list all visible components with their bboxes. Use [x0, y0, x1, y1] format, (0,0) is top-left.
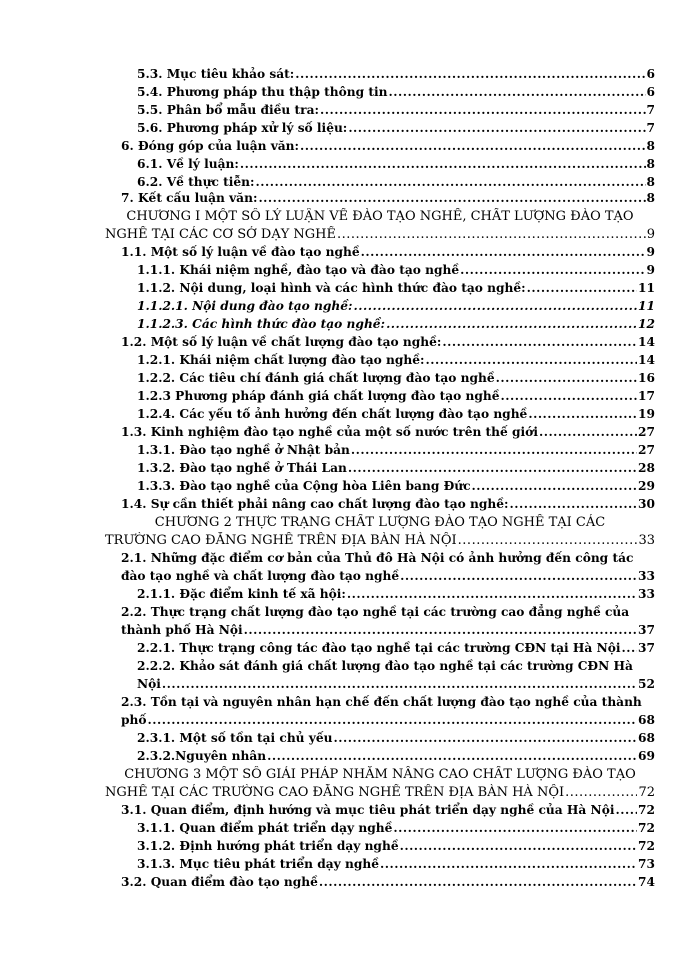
toc-page: 72 [638, 821, 655, 835]
toc-page: 69 [638, 749, 655, 763]
toc-leader [472, 478, 638, 495]
toc-leader [348, 120, 645, 137]
toc-leader [496, 370, 637, 387]
toc-entry [121, 244, 655, 261]
toc-text: 2.2.2. Khảo sát đánh giá chất lượng đào tạo nghề tại các trường CĐN Hà [137, 659, 633, 673]
toc-entry [121, 334, 655, 351]
toc-text: 5.6. Phương pháp xử lý số liệu: [137, 121, 348, 135]
toc-leader [351, 442, 637, 459]
toc-text: 5.4. Phương pháp thu thập thông tin [137, 85, 388, 99]
toc-page: 29 [638, 479, 655, 493]
toc-entry [137, 352, 655, 369]
toc-text: 1.2.4. Các yếu tố ảnh hưởng đến chất lượng đào tạo nghề [137, 407, 528, 421]
toc-leader [347, 586, 637, 603]
toc-entry [137, 640, 655, 657]
toc-entry [137, 66, 655, 83]
toc-page: 14 [638, 335, 655, 349]
toc-text: phố [121, 713, 147, 727]
toc-entry [137, 586, 655, 603]
toc-page: 27 [638, 443, 655, 457]
toc-leader [442, 334, 637, 351]
toc-leader [400, 838, 637, 855]
toc-leader [621, 640, 637, 657]
toc-page: 72 [638, 839, 655, 853]
toc-text: 1.2.1. Khái niệm chất lượng đào tạo nghề: [137, 353, 425, 367]
toc-page: 73 [638, 857, 655, 871]
chapter-heading [105, 784, 655, 801]
toc-leader [458, 532, 638, 549]
toc-text: 1.1.2. Nội dung, loại hình và các hình thức đào tạo nghề: [137, 281, 526, 295]
toc-page: 37 [638, 623, 655, 637]
toc-text: 7. Kết cấu luận văn: [121, 191, 258, 205]
toc-page: 7 [646, 103, 655, 117]
toc-text: Nội [137, 677, 161, 691]
toc-page: 8 [646, 139, 655, 153]
toc-text: 2.1.1. Đặc điểm kinh tế xã hội: [137, 587, 346, 601]
chapter-heading [105, 514, 655, 531]
toc-entry [137, 460, 655, 477]
toc-entry [121, 802, 655, 819]
toc-page: 68 [638, 713, 655, 727]
toc-leader [267, 748, 637, 765]
toc-leader [527, 280, 637, 297]
toc-text: 3.1.2. Định hướng phát triển dạy nghề [137, 839, 399, 853]
toc-entry [137, 388, 655, 405]
toc-text: 6. Đóng góp của luận văn: [121, 139, 300, 153]
toc-text: NGHỀ TẠI CÁC CƠ SỞ DẠY NGHỀ [105, 227, 337, 242]
toc-entry [137, 174, 655, 191]
toc-text: 6.1. Về lý luận: [137, 157, 239, 171]
toc-page: 7 [646, 121, 655, 135]
toc-leader [501, 388, 638, 405]
toc-page: 6 [646, 85, 655, 99]
toc-leader [258, 190, 645, 207]
toc-leader [256, 174, 646, 191]
toc-text: 6.2. Về thực tiễn: [137, 175, 255, 189]
toc-entry [121, 604, 655, 621]
toc-leader [319, 874, 637, 891]
toc-text: 1.2.3 Phương pháp đánh giá chất lượng đào tạo nghề [137, 389, 500, 403]
toc-entry [137, 676, 655, 693]
chapter-heading [105, 226, 655, 243]
toc-page: 72 [638, 785, 655, 800]
toc-page: 9 [646, 227, 655, 242]
toc-text: 3.1.3. Mục tiêu phát triển dạy nghề [137, 857, 379, 871]
toc-entry [137, 84, 655, 101]
toc-text: 1.3.3. Đào tạo nghề của Cộng hòa Liên bang Đức [137, 479, 471, 493]
toc-entry [137, 262, 655, 279]
toc-leader [162, 676, 637, 693]
toc-page: 52 [638, 677, 655, 691]
toc-text: 1.3. Kinh nghiệm đào tạo nghề của một số nước trên thế giới [121, 425, 538, 439]
toc-text: 1.4. Sự cần thiết phải nâng cao chất lượng đào tạo nghề: [121, 497, 509, 511]
toc-leader [333, 730, 637, 747]
toc-page: 28 [638, 461, 655, 475]
toc-leader [353, 298, 637, 315]
toc-entry [137, 370, 655, 387]
toc-leader [244, 622, 637, 639]
toc-text: 3.1. Quan điểm, định hướng và mục tiêu phát triển dạy nghề của Hà Nội [121, 803, 615, 817]
toc-text: 1.1.1. Khái niệm nghề, đào tạo và đào tạo nghề [137, 263, 460, 277]
toc-page: 17 [638, 389, 655, 403]
toc-entry [137, 748, 655, 765]
toc-leader [300, 138, 645, 155]
toc-page: 9 [646, 263, 655, 277]
toc-page: 33 [638, 587, 655, 601]
toc-page: 12 [638, 317, 655, 331]
toc-entry [121, 712, 655, 729]
toc-text: 1.2.2. Các tiêu chí đánh giá chất lượng đào tạo nghề [137, 371, 495, 385]
toc-page: 8 [646, 191, 655, 205]
toc-text: 2.1. Những đặc điểm cơ bản của Thủ đô Hà Nội có ảnh hưởng đến công tác [121, 551, 634, 565]
toc-leader [509, 496, 637, 513]
toc-leader [389, 84, 646, 101]
toc-page: 33 [638, 533, 655, 548]
toc-entry [121, 190, 655, 207]
toc-entry [121, 874, 655, 891]
toc-text: 2.3. Tồn tại và nguyên nhân hạn chế đến chất lượng đào tạo nghề của thành [121, 695, 642, 709]
toc-text: 1.1.2.3. Các hình thức đào tạo nghề: [137, 317, 386, 331]
toc-entry [137, 280, 655, 297]
toc-text: 2.3.2.Nguyên nhân [137, 749, 267, 763]
toc-leader [295, 66, 645, 83]
toc-entry [137, 838, 655, 855]
toc-entry [137, 658, 655, 675]
toc-page: 14 [638, 353, 655, 367]
toc-text: 1.2. Một số lý luận về chất lượng đào tạo nghề: [121, 335, 442, 349]
toc-page: 74 [638, 875, 655, 889]
toc-page: 8 [646, 157, 655, 171]
toc-leader [528, 406, 637, 423]
toc-page: 30 [638, 497, 655, 511]
toc-leader [380, 856, 637, 873]
toc-leader [565, 784, 637, 801]
toc-leader [386, 316, 637, 333]
toc-text: 2.2.1. Thực trạng công tác đào tạo nghề tại các trường CĐN tại Hà Nội [137, 641, 621, 655]
toc-leader [348, 460, 637, 477]
toc-text: 1.1.2.1. Nội dung đào tạo nghề: [137, 299, 353, 313]
toc-entry [137, 298, 655, 315]
toc-entry [121, 622, 655, 639]
toc-entry [121, 496, 655, 513]
toc-leader [426, 352, 638, 369]
toc-text: NGHỀ TẠI CÁC TRƯỜNG CAO ĐẲNG NGHỀ TRÊN ĐỊA BÀN HÀ NỘI [105, 785, 565, 800]
toc-page: 16 [638, 371, 655, 385]
toc-text: 1.1. Một số lý luận về đào tạo nghề [121, 245, 360, 259]
toc-leader [320, 102, 646, 119]
chapter-heading [105, 766, 655, 783]
toc-page: 37 [638, 641, 655, 655]
toc-entry [137, 730, 655, 747]
toc-leader [539, 424, 637, 441]
toc-entry [121, 694, 655, 711]
toc-entry [121, 424, 655, 441]
toc-text: 1.3.1. Đào tạo nghề ở Nhật bản [137, 443, 350, 457]
toc-entry [137, 406, 655, 423]
toc-entry [137, 120, 655, 137]
toc-leader [615, 802, 637, 819]
toc-page: 68 [638, 731, 655, 745]
toc-entry [137, 442, 655, 459]
toc-text: CHƯƠNG I MỘT SỐ LÝ LUẬN VỀ ĐÀO TẠO NGHỀ, CHẤT LƯỢNG ĐÀO TẠO [126, 209, 634, 224]
toc-entry [137, 820, 655, 837]
toc-entry [121, 568, 655, 585]
toc-text: 1.3.2. Đào tạo nghề ở Thái Lan [137, 461, 347, 475]
chapter-heading [105, 532, 655, 549]
toc-page: 33 [638, 569, 655, 583]
toc-text: thành phố Hà Nội [121, 623, 243, 637]
toc-entry [137, 316, 655, 333]
toc-page: 8 [646, 175, 655, 189]
toc-entry [137, 478, 655, 495]
toc-leader [240, 156, 646, 173]
toc-leader [361, 244, 646, 261]
toc-leader [400, 568, 637, 585]
toc-leader [148, 712, 638, 729]
toc-text: 3.2. Quan điểm đào tạo nghề [121, 875, 318, 889]
toc-page: 11 [638, 281, 655, 295]
toc-text: CHƯƠNG 3 MỘT SỐ GIẢI PHÁP NHẰM NÂNG CAO CHẤT LƯỢNG ĐÀO TẠO [124, 767, 636, 782]
toc-page: 11 [638, 299, 655, 313]
toc-text: 2.3.1. Một số tồn tại chủ yếu [137, 731, 333, 745]
toc-entry [121, 138, 655, 155]
toc-text: 2.2. Thực trạng chất lượng đào tạo nghề tại các trường cao đẳng nghề của [121, 605, 630, 619]
toc-leader [393, 820, 637, 837]
toc-text: 3.1.1. Quan điểm phát triển dạy nghề [137, 821, 393, 835]
chapter-heading [105, 208, 655, 225]
toc-page: 9 [646, 245, 655, 259]
toc-text: 5.3. Mục tiêu khảo sát: [137, 67, 295, 81]
toc-page: 27 [638, 425, 655, 439]
toc-entry [137, 856, 655, 873]
toc-text: CHƯƠNG 2 THỰC TRẠNG CHẤT LƯỢNG ĐÀO TẠO NGHỀ TẠI CÁC [154, 515, 606, 530]
toc-leader [460, 262, 645, 279]
toc-entry [121, 550, 655, 567]
toc-entry [137, 156, 655, 173]
toc-text: 5.5. Phân bổ mẫu điều tra: [137, 103, 319, 117]
toc-text: đào tạo nghề và chất lượng đào tạo nghề [121, 569, 400, 583]
toc-leader [337, 226, 646, 243]
toc-page: 72 [638, 803, 655, 817]
toc-page: 19 [638, 407, 655, 421]
toc-page: 6 [646, 67, 655, 81]
toc-entry [137, 102, 655, 119]
toc-text: TRƯỜNG CAO ĐẲNG NGHỀ TRÊN ĐỊA BÀN HÀ NỘI [105, 533, 457, 548]
